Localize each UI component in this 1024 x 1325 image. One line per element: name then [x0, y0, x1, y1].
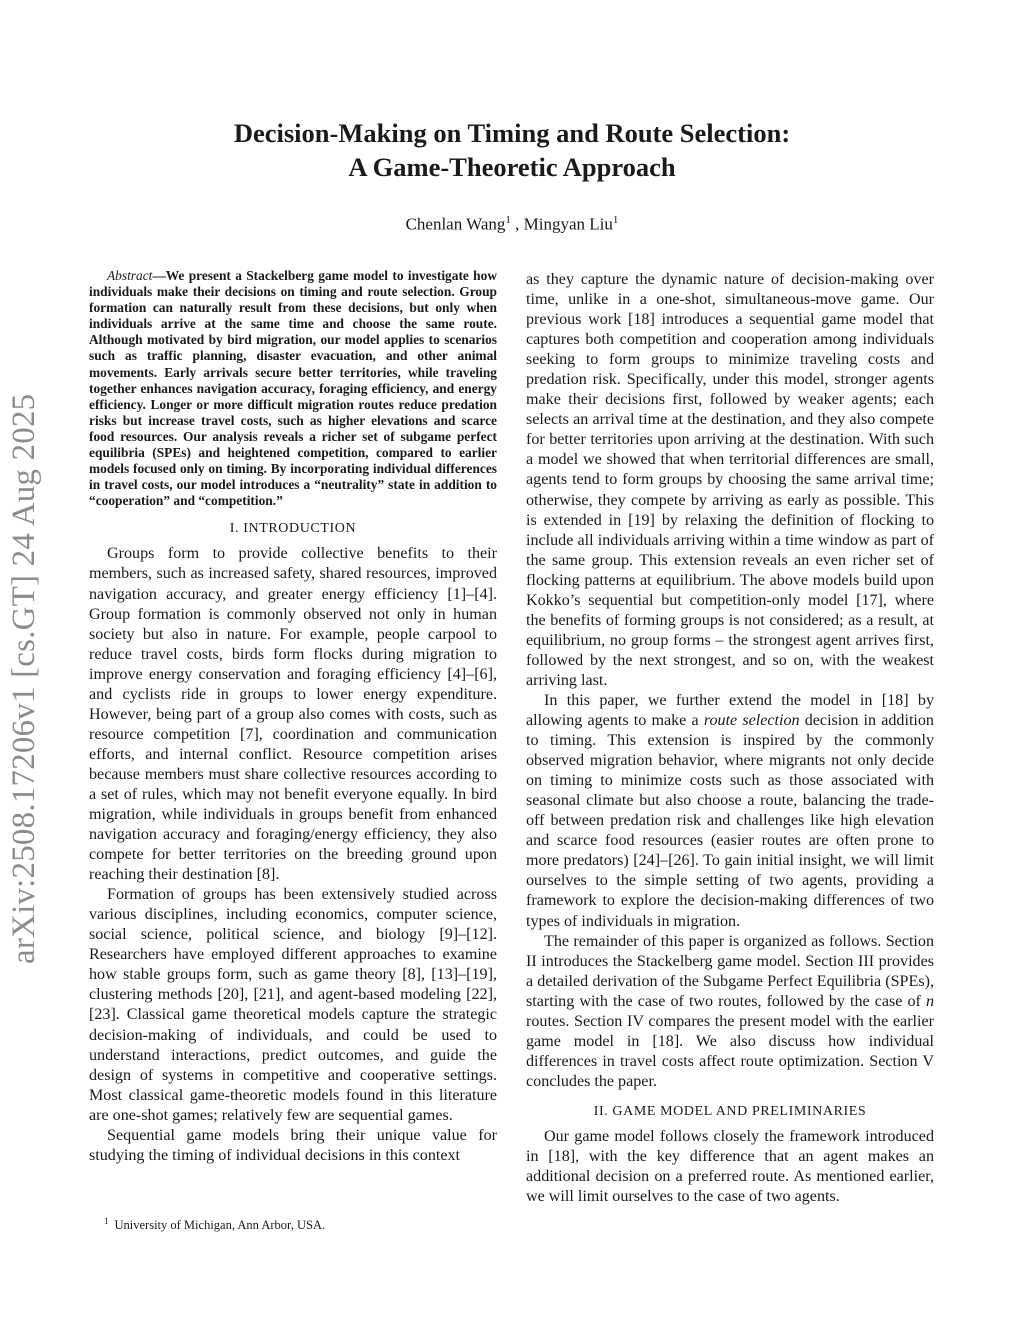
- paper-title: [0, 116, 1024, 184]
- paragraph-text: decision in addition to timing. This extension is inspired by the commonly observed migration behavior, where migrants not only decide on timing to minimize costs such as those associated with seasonal climate but also choose a route, balancing the trade-off between predation risk and challenges like high elevation and scarce food resources (easier routes are often prone to more predators) [24]–[26]. To gain initial insight, we will limit ourselves to the simple setting of two agents, providing a framework to explore the decision-making differences of two types of individuals in migration.: [526, 712, 934, 930]
- paragraph-text: In this paper, we further extend the model in [18] by allowing agents to make a: [526, 691, 934, 730]
- paragraph-text: The remainder of this paper is organized as follows. Section II introduces the Stackelberg game model. Section III provides a detailed derivation of the Subgame Perfect Equilibria (SPEs), starting with the case of two routes, followed by the case of: [526, 932, 934, 1010]
- author-name: Mingyan Liu: [523, 214, 613, 234]
- math-variable: n: [925, 992, 934, 1010]
- abstract: [89, 268, 497, 509]
- paragraph-text: routes. Section IV compares the present model with the earlier game model in [18]. We also discuss how individual differences in travel costs affect route optimization. Section V concludes the paper.: [526, 1012, 934, 1090]
- paragraph: Sequential game models bring their unique value for studying the timing of individual decisions in this context: [89, 1126, 497, 1164]
- paragraph: Groups form to provide collective benefits to their members, such as increased safety, shared resources, improved navigation accuracy, and greater energy efficiency [1]–[4]. Group formation is commonly observed not only in human society but also in nature. For example, people carpool to reduce travel costs, birds form flocks during migration to improve energy conservation and foraging efficiency [4]–[6], and cyclists ride in groups to lower energy expenditure. However, being part of a group also comes with costs, such as resource competition [7], coordination and communication efforts, and internal conflict. Resource competition arises because members must share collective resources according to a set of rules, which may not benefit everyone equally. In bird migration, while individuals in groups benefit from enhanced navigation accuracy and foraging/energy efficiency, they also compete for better territories on the breeding ground upon reaching their destination [8].: [89, 545, 497, 884]
- author-name: Chenlan Wang: [405, 214, 506, 234]
- arxiv-identifier: arXiv:2508.17206v1 [cs.GT] 24 Aug 2025: [6, 393, 42, 964]
- emphasis-text: route selection: [703, 712, 800, 730]
- footnote: [104, 1213, 325, 1233]
- affiliation-mark: 1: [505, 214, 511, 226]
- paragraph: as they capture the dynamic nature of decision-making over time, unlike in a one-shot, simultaneous-move game. Our previous work [18] introduces a sequential game model that captures both competition and cooperation among individuals seeking to form groups to minimize traveling costs and predation risk. Specifically, under this model, stronger agents make their decisions first, followed by weaker agents; each selects an arrival time at the destination, and they also compete for better territories upon arriving at the destination. With such a model we showed that when territorial differences are small, agents tend to form groups by choosing the same arrival time; otherwise, they compete by arriving as early as possible. This is extended in [19] by relaxing the definition of flocking to include all individuals arriving within a time window as part of the same group. This extension reveals an even richer set of flocking patterns at equilibrium. The above models build upon Kokko’s sequential but competition-only model [17], where the benefits of forming groups is not considered; as a result, at equilibrium, no group forms – the strongest agent arrives first, followed by the next strongest, and so on, with the weakest arriving last.: [526, 271, 934, 689]
- section-heading-introduction: I. INTRODUCTION: [229, 521, 357, 537]
- left-column: [89, 268, 497, 1166]
- author-separator: ,: [510, 214, 524, 234]
- section-heading-game-model: II. GAME MODEL AND PRELIMINARIES: [593, 1103, 867, 1119]
- title-line-1: Decision-Making on Timing and Route Selection:: [233, 118, 791, 148]
- footnote-text: University of Michigan, Ann Arbor, USA.: [114, 1218, 326, 1233]
- paragraph: [526, 691, 934, 932]
- author-list: [0, 209, 1024, 236]
- abstract-label: Abstract: [107, 268, 153, 283]
- paragraph: [526, 932, 934, 1092]
- affiliation-mark: 1: [612, 214, 619, 226]
- title-line-2: A Game-Theoretic Approach: [348, 152, 676, 182]
- paragraph: Formation of groups has been extensively studied across various disciplines, including economics, computer science, social science, political science, and biology [9]–[12]. Researchers have employed different approaches to examine how stable groups form, such as game theory [8], [13]–[19], clustering methods [20], [21], and agent-based modeling [22], [23]. Classical game theoretical models capture the strategic decision-making of individuals, and could be used to understand interactions, predict outcomes, and guide the design of systems in competitive and cooperative settings. Most classical game-theoretic models found in this literature are one-shot games; relatively few are sequential games.: [89, 886, 497, 1124]
- paragraph: Our game model follows closely the framework introduced in [18], with the key difference that an agent makes an additional decision on a preferred route. As mentioned earlier, we will limit ourselves to the case of two agents.: [526, 1127, 934, 1206]
- abstract-text: We present a Stackelberg game model to investigate how individuals make their decisions on timing and route selection. Group formation can naturally result from these decisions, but only when individuals arrive at the same time and choose the same route. Although motivated by bird migration, our model applies to scenarios such as traffic planning, disaster evacuation, and other animal movements. Early arrivals secure better territories, while traveling together enhances navigation accuracy, foraging efficiency, and energy efficiency. Longer or more difficult migration routes reduce predation risks but increase travel costs, such as higher elevations and scarce food resources. Our analysis reveals a richer set of subgame perfect equilibria (SPEs) and heightened competition, compared to earlier models focused only on timing. By incorporating individual differences in travel costs, our model introduces a “neutrality” state in addition to “cooperation” and “competition.”: [89, 268, 497, 509]
- footnote-mark: 1: [104, 1216, 109, 1226]
- right-column: [526, 270, 934, 1207]
- abstract-dash: —: [152, 268, 166, 283]
